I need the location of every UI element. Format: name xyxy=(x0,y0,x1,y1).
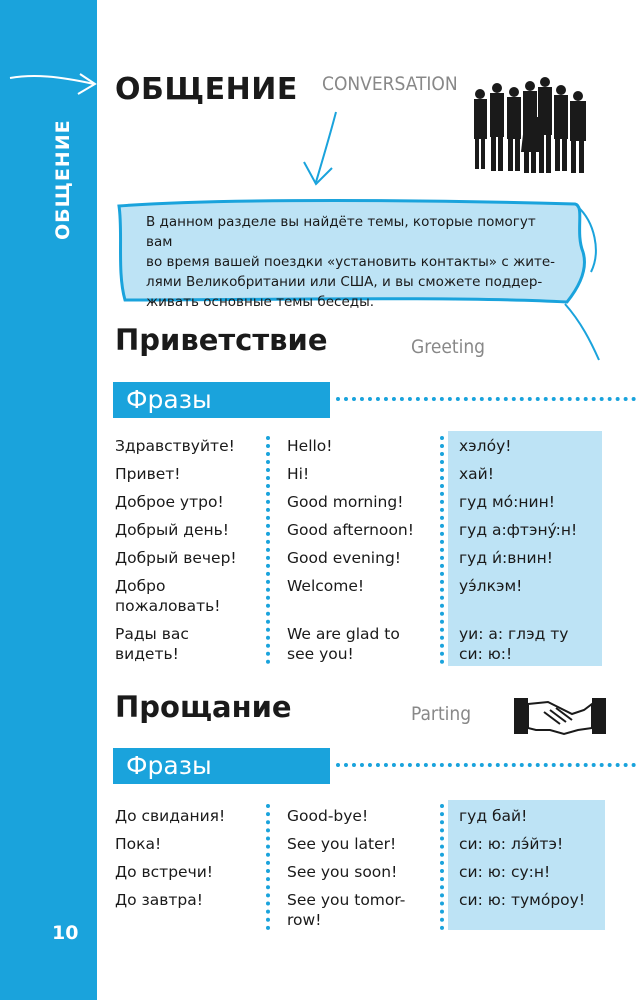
column-divider xyxy=(440,804,444,930)
phrase-en xyxy=(287,890,427,930)
phrase-pron: хэлóу! xyxy=(459,437,512,455)
phrase-ru: До завтра! xyxy=(115,891,203,909)
handshake-illustration xyxy=(514,690,606,742)
column-divider xyxy=(266,804,270,930)
section-title-parting: Прощание xyxy=(115,690,292,724)
phrase-pron: си: ю: тумóроу! xyxy=(459,891,586,909)
column-divider xyxy=(266,436,270,664)
phrase-ru xyxy=(115,576,255,616)
phrase-ru: Пока! xyxy=(115,835,162,853)
phrases-label-bar: Фразы xyxy=(113,382,330,418)
phrase-pron: хай! xyxy=(459,465,494,483)
phrase-pron-line: си: ю:! xyxy=(459,645,513,663)
phrase-pron: уэ́лкэм! xyxy=(459,577,523,595)
phrase-pron: си: ю: су:н! xyxy=(459,863,551,881)
phrases-label-bar: Фразы xyxy=(113,748,330,784)
phrase-pron: гуд а:фтэнý:н! xyxy=(459,521,578,539)
intro-text xyxy=(146,212,566,312)
phrase-en xyxy=(287,624,427,664)
phrase-ru: Рады вас видеть! xyxy=(115,625,189,663)
phrase-en: Good morning! xyxy=(287,493,404,511)
phrase-en: Hi! xyxy=(287,465,310,483)
phrase-pron-line: уи: а: глэд ту xyxy=(459,625,569,643)
intro-line: во время вашей поездки «установить контакты» с жите- xyxy=(146,254,556,270)
sidebar-section-title: ОБЩЕНИЕ xyxy=(52,119,74,240)
phrase-ru: Добрый день! xyxy=(115,521,229,539)
sidebar xyxy=(0,0,97,1000)
phrase-en: Good afternoon! xyxy=(287,521,414,539)
phrase-en: Good evening! xyxy=(287,549,401,567)
intro-line: В данном разделе вы найдёте темы, которые помогут вам xyxy=(146,214,536,250)
dotted-divider xyxy=(336,397,636,401)
phrase-ru: Доброе утро! xyxy=(115,493,224,511)
phrase-en: Welcome! xyxy=(287,577,365,595)
people-illustration xyxy=(470,74,596,184)
phrase-ru: Добрый вечер! xyxy=(115,549,237,567)
phrase-en: Hello! xyxy=(287,437,333,455)
phrase-en-line: see you! xyxy=(287,645,354,663)
phrase-pron: гуд бай! xyxy=(459,807,528,825)
section-title-parting-en: Parting xyxy=(411,703,472,725)
phrase-pron xyxy=(459,624,604,664)
page-title: ОБЩЕНИЕ xyxy=(115,72,298,107)
page-title-en: CONVERSATION xyxy=(322,73,458,95)
intro-line: живать основные темы беседы. xyxy=(146,294,375,310)
intro-line: лями Великобритании или США, и вы сможете поддер- xyxy=(146,274,543,290)
phrase-en-line: We are glad to xyxy=(287,625,400,643)
phrase-en: Good-bye! xyxy=(287,807,369,825)
down-arrow-icon xyxy=(296,110,346,190)
section-title-greeting: Приветствие xyxy=(115,323,328,357)
phrase-ru: Привет! xyxy=(115,465,181,483)
column-divider xyxy=(440,436,444,664)
page-number: 10 xyxy=(52,922,79,944)
phrase-en-line: row! xyxy=(287,911,322,929)
phrase-ru-line: пожаловать! xyxy=(115,597,221,615)
phrase-pron: гуд и́:внин! xyxy=(459,549,553,567)
phrase-en: See you later! xyxy=(287,835,397,853)
phrase-ru-line: Добро xyxy=(115,577,166,595)
dotted-divider xyxy=(336,763,636,767)
section-title-greeting-en: Greeting xyxy=(411,336,486,358)
phrase-pron: гуд мó:нин! xyxy=(459,493,555,511)
phrase-en-line: See you tomor- xyxy=(287,891,406,909)
phrase-ru: До свидания! xyxy=(115,807,226,825)
arrow-icon xyxy=(8,70,98,100)
phrase-ru: До встречи! xyxy=(115,863,214,881)
phrase-pron: си: ю: лэ́йтэ! xyxy=(459,835,564,853)
phrase-en: See you soon! xyxy=(287,863,398,881)
phrase-ru: Здравствуйте! xyxy=(115,437,235,455)
